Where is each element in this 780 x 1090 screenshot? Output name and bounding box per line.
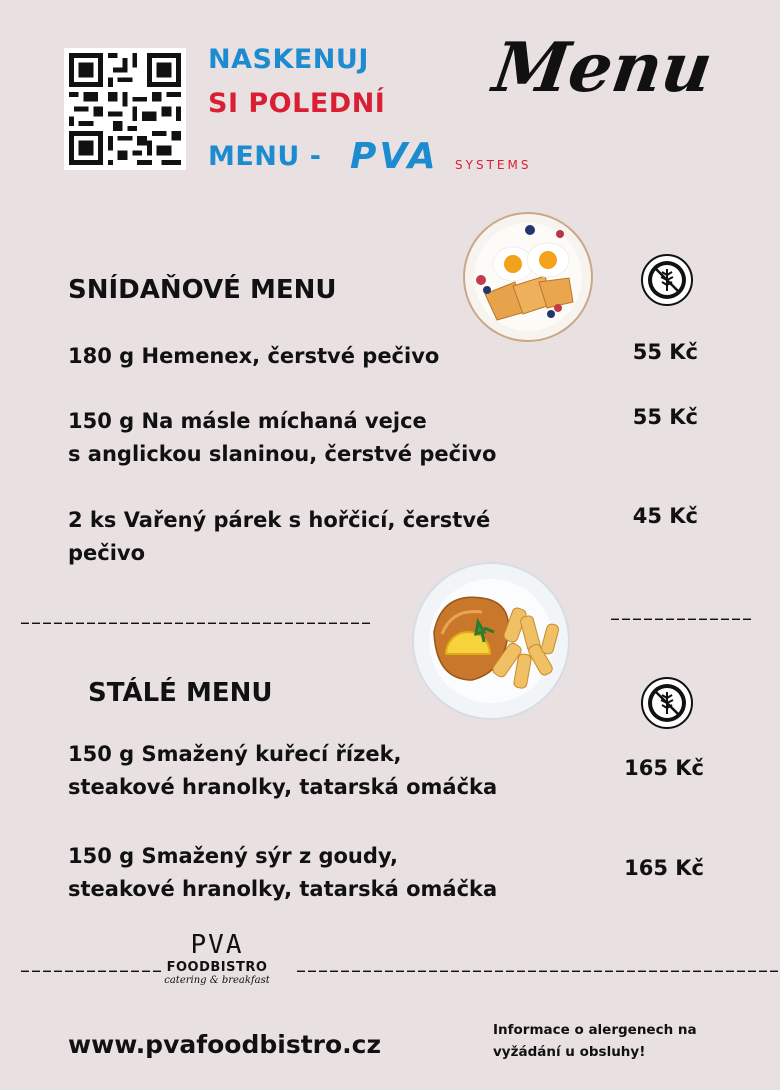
standing-item-1-line-2: steakové hranolky, tatarská omáčka [68,775,498,799]
breakfast-item-1-line-1: 180 g Hemenex, čerstvé pečivo [68,344,440,368]
pva-brand-sub: SYSTEMS [455,158,532,172]
breakfast-item-3-line-1: 2 ks Vařený párek s hořčicí, čerstvé [68,508,491,532]
divider-right: ––––––––––––– [610,606,753,630]
menu-title: Menu [488,28,718,108]
scan-line-3: MENU - [208,141,322,172]
breakfast-item-1 [68,340,439,373]
breakfast-item-3 [68,504,490,570]
standing-item-2-line-2: steakové hranolky, tatarská omáčka [68,877,498,901]
breakfast-item-3-line-2: pečivo [68,541,146,565]
standing-section-title: STÁLÉ MENU [88,678,273,708]
breakfast-item-1-price: 55 Kč [632,340,698,364]
gluten-free-icon [640,676,694,730]
standing-item-1-line-1: 150 g Smažený kuřecí řízek, [68,742,402,766]
breakfast-item-2-line-1: 150 g Na másle míchaná vejce [68,409,427,433]
breakfast-item-3-price: 45 Kč [632,504,698,528]
bistro-logo-sub: catering & breakfast [164,975,270,986]
standing-item-2-price: 165 Kč [624,856,704,880]
standing-item-2-line-1: 150 g Smažený sýr z goudy, [68,844,398,868]
gluten-free-icon [640,253,694,307]
scan-line-1: NASKENUJ [208,44,369,75]
schnitzel-fries-plate-image [412,562,570,720]
egg-toast-plate-image [463,212,593,342]
allergen-note-line-1: Informace o alergenech na [493,1022,697,1038]
pva-foodbistro-logo [158,930,276,986]
pva-brand-logo: PVA [350,136,439,177]
footer-divider-right: –––––––––––––––––––––––––––––––––––––––––––– [296,958,780,982]
bistro-logo-pva: PVA [190,930,244,960]
breakfast-section-title: SNÍDAŇOVÉ MENU [68,275,337,305]
breakfast-item-2-line-2: s anglickou slaninou, čerstvé pečivo [68,442,497,466]
allergen-note-line-2: vyžádání u obsluhy! [493,1044,646,1060]
standing-item-1 [68,738,497,804]
scan-line-2: SI POLEDNÍ [208,88,386,119]
breakfast-item-2-price: 55 Kč [632,405,698,429]
allergen-note [493,1019,733,1063]
standing-item-1-price: 165 Kč [624,756,704,780]
bistro-logo-name: FOODBISTRO [166,960,268,975]
divider-left: –––––––––––––––––––––––––––––––– [20,610,372,634]
website-link[interactable]: www.pvafoodbistro.cz [68,1030,382,1059]
qr-code-icon[interactable] [64,48,186,170]
breakfast-item-2 [68,405,496,471]
footer-divider-left: ––––––––––––– [20,958,163,982]
standing-item-2 [68,840,497,906]
